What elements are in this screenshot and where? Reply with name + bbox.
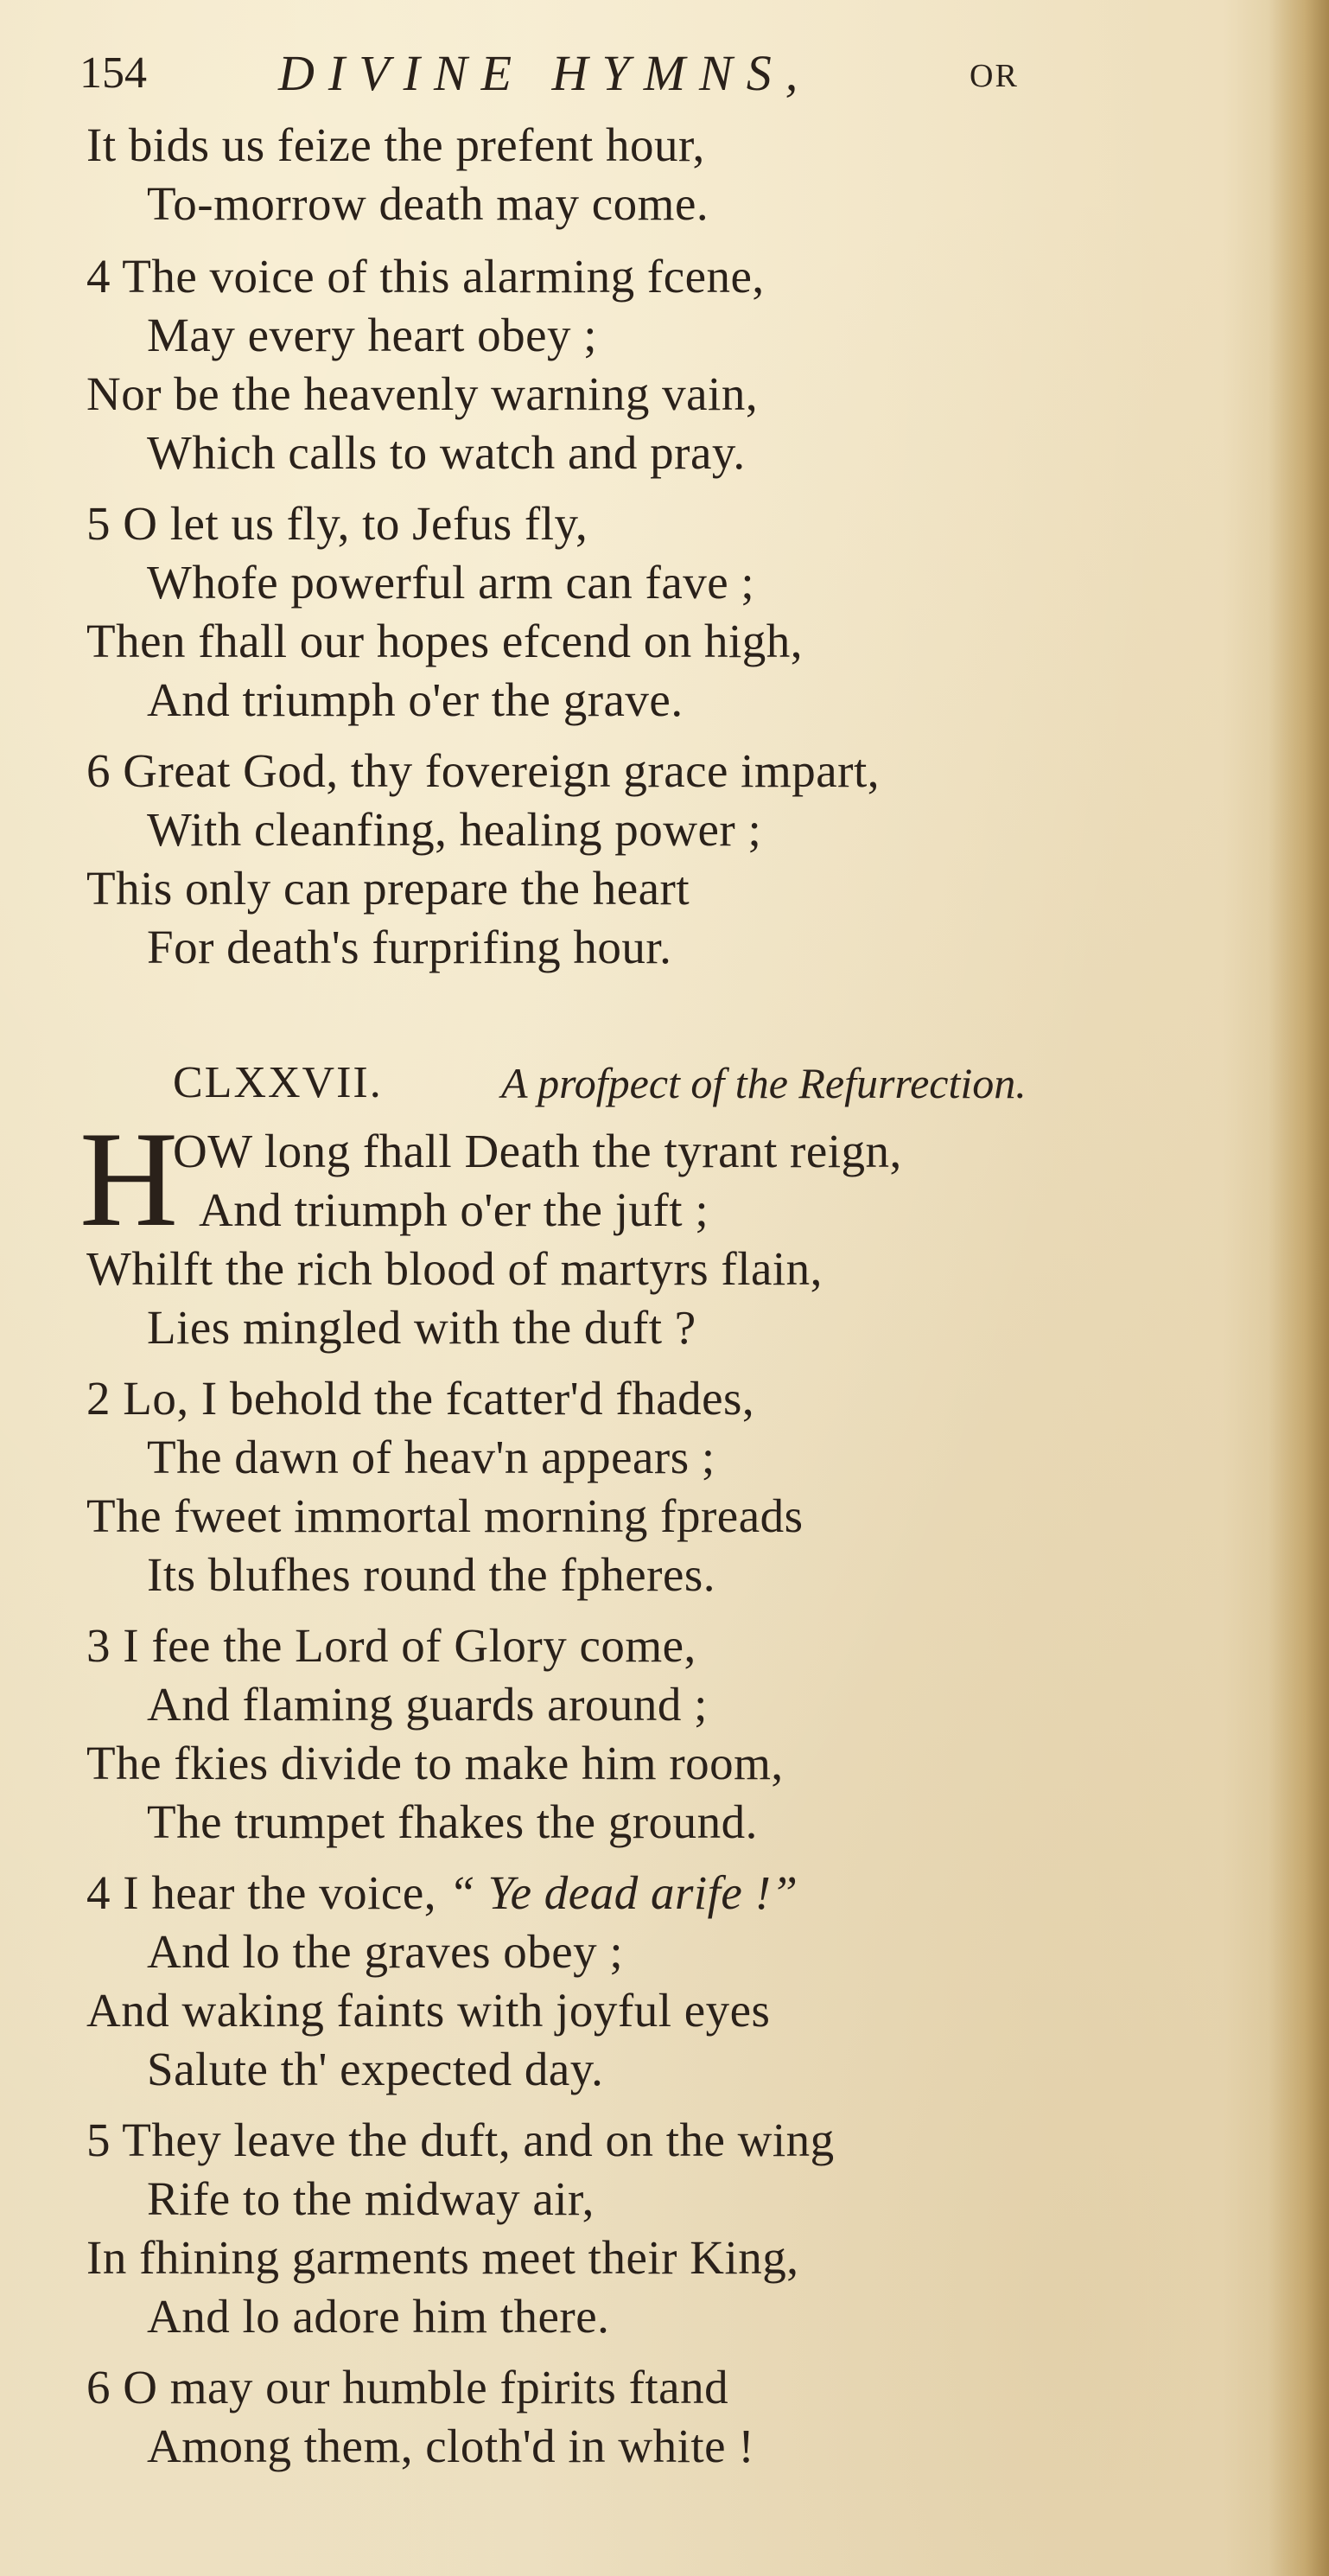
- verse-line: May every heart obey ;: [147, 309, 598, 361]
- verse-line: OW long fhall Death the tyrant reign,: [173, 1125, 902, 1177]
- hymn-title: A profpect of the Refurrection.: [501, 1059, 1027, 1107]
- verse-line: In fhining garments meet their King,: [86, 2231, 799, 2284]
- hymn-number: CLXXVII.: [173, 1058, 383, 1107]
- page-gutter-shadow: [1269, 0, 1329, 2576]
- verse-line: And flaming guards around ;: [147, 1678, 708, 1731]
- verse-line: Salute th' expected day.: [147, 2043, 604, 2095]
- verse-line: To-morrow death may come.: [147, 177, 709, 230]
- verse-line: Among them, cloth'd in white !: [147, 2420, 755, 2472]
- verse-line: The dawn of heav'n appears ;: [147, 1431, 715, 1483]
- verse-line-lead: 4 I hear the voice,: [86, 1866, 449, 1919]
- verse-line: Rife to the midway air,: [147, 2172, 595, 2225]
- verse-line: 6 O may our humble fpirits ftand: [86, 2361, 729, 2413]
- verse-line: This only can prepare the heart: [86, 862, 690, 915]
- verse-line: And lo the graves obey ;: [147, 1925, 624, 1978]
- verse-line: Lies mingled with the duft ?: [147, 1301, 696, 1354]
- verse-line: Its blufhes round the fpheres.: [147, 1548, 716, 1601]
- verse-line: The trumpet fhakes the ground.: [147, 1795, 758, 1848]
- drop-cap: H: [79, 1104, 179, 1255]
- verse-line: Whilft the rich blood of martyrs flain,: [86, 1242, 823, 1295]
- verse-line: Whofe powerful arm can fave ;: [147, 556, 755, 609]
- verse-line-with-quote: [86, 1865, 798, 1921]
- verse-line: Nor be the heavenly warning vain,: [86, 367, 759, 420]
- verse-line: 2 Lo, I behold the fcatter'd fhades,: [86, 1372, 755, 1425]
- verse-line: With cleanfing, healing power ;: [147, 803, 762, 856]
- verse-line: The fkies divide to make him room,: [86, 1737, 784, 1789]
- verse-line: 5 They leave the duft, and on the wing: [86, 2114, 835, 2166]
- verse-line: 4 The voice of this alarming fcene,: [86, 250, 765, 303]
- verse-line: The fweet immortal morning fpreads: [86, 1489, 804, 1542]
- verse-line: For death's furprifing hour.: [147, 921, 672, 973]
- verse-line: And waking faints with joyful eyes: [86, 1984, 771, 2037]
- verse-line: 6 Great God, thy fovereign grace impart,: [86, 744, 880, 797]
- running-title-or: OR: [970, 58, 1019, 94]
- page-number: 154: [79, 48, 147, 98]
- verse-line: 5 O let us fly, to Jefus fly,: [86, 497, 588, 550]
- verse-line: And triumph o'er the grave.: [147, 673, 684, 726]
- verse-line: It bids us feize the prefent hour,: [86, 118, 705, 171]
- verse-line: And lo adore him there.: [147, 2290, 610, 2343]
- running-title: DIVINE HYMNS,: [278, 45, 812, 101]
- verse-line: 3 I fee the Lord of Glory come,: [86, 1619, 696, 1672]
- verse-line: Which calls to watch and pray.: [147, 426, 746, 479]
- hymn-heading: [173, 1051, 1253, 1115]
- verse-line: Then fhall our hopes efcend on high,: [86, 615, 804, 667]
- verse-line: And triumph o'er the juft ;: [199, 1183, 709, 1236]
- running-head: [79, 43, 1073, 104]
- verse-quote: “ Ye dead arife !”: [448, 1866, 798, 1919]
